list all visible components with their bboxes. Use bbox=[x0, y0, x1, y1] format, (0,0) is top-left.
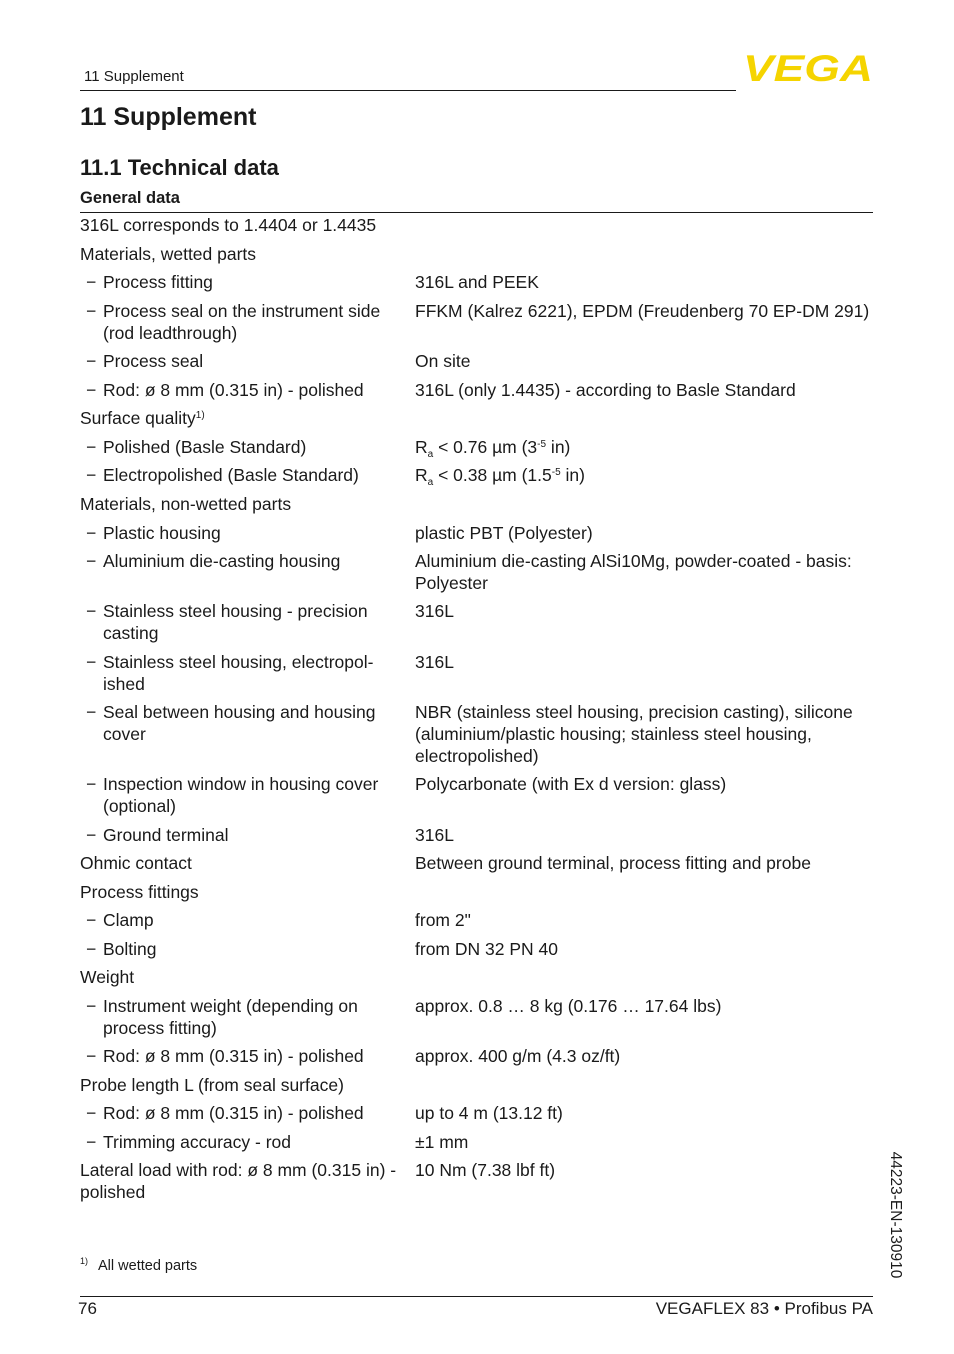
list-dash: − bbox=[86, 774, 97, 794]
row-label-text: Probe length L (from seal surface) bbox=[80, 1075, 344, 1095]
footnote-mark: 1) bbox=[80, 1256, 89, 1266]
table-top-rule bbox=[80, 212, 873, 213]
row-label-text: Process seal on the instrument side (rod leadthrough) bbox=[103, 301, 381, 343]
list-dash: − bbox=[86, 380, 97, 400]
row-label bbox=[86, 436, 399, 458]
row-label bbox=[86, 464, 399, 486]
row-label bbox=[86, 995, 399, 1039]
product-name: VEGAFLEX 83 • Profibus PA bbox=[655, 1299, 873, 1318]
row-value: ±1 mm bbox=[415, 1132, 469, 1152]
row-value: 316L bbox=[415, 601, 454, 621]
row-label bbox=[80, 1159, 405, 1203]
row-value bbox=[415, 436, 873, 458]
list-dash: − bbox=[86, 465, 97, 485]
row-label bbox=[80, 1074, 405, 1096]
row-label bbox=[80, 881, 405, 903]
roughness-unit: in) bbox=[546, 437, 571, 457]
list-dash: − bbox=[86, 1046, 97, 1066]
row-value: 316L bbox=[415, 825, 454, 845]
row-label-text: Bolting bbox=[103, 939, 157, 959]
row-label-text: Stainless steel housing, electropol-ished bbox=[103, 652, 374, 694]
row-label-text: Lateral load with rod: ø 8 mm (0.315 in) - polished bbox=[80, 1160, 397, 1202]
roughness-value: < 0.76 µm (3 bbox=[433, 437, 538, 457]
list-dash: − bbox=[86, 551, 97, 571]
list-dash: − bbox=[86, 1103, 97, 1123]
document-code-text: 44223-EN-130910 bbox=[887, 1151, 904, 1279]
roughness-value: < 0.38 µm (1.5 bbox=[433, 465, 552, 485]
footnote-text: All wetted parts bbox=[98, 1258, 198, 1274]
row-label-text: Aluminium die-casting housing bbox=[103, 551, 341, 571]
row-value: from DN 32 PN 40 bbox=[415, 939, 558, 959]
row-value: NBR (stainless steel housing, precision casting), silicone (aluminium/plastic housing; stainless steel housing, electropolished) bbox=[415, 702, 853, 766]
row-label bbox=[86, 300, 399, 344]
row-value: approx. 0.8 … 8 kg (0.176 … 17.64 lbs) bbox=[415, 996, 722, 1016]
row-value: On site bbox=[415, 351, 471, 371]
page-number: 76 bbox=[78, 1299, 97, 1318]
list-dash: − bbox=[86, 301, 97, 321]
row-label bbox=[86, 909, 399, 931]
row-label bbox=[80, 407, 405, 429]
list-dash: − bbox=[86, 272, 97, 292]
roughness-symbol: R bbox=[415, 465, 428, 485]
row-label-text: Process fitting bbox=[103, 272, 213, 292]
list-dash: − bbox=[86, 939, 97, 959]
row-value: up to 4 m (13.12 ft) bbox=[415, 1103, 563, 1123]
row-label-text: Materials, non-wetted parts bbox=[80, 494, 292, 514]
row-label-text: Process seal bbox=[103, 351, 204, 371]
list-dash: − bbox=[86, 437, 97, 457]
row-label-text: Seal between housing and housing cover bbox=[103, 702, 376, 744]
list-dash: − bbox=[86, 825, 97, 845]
row-value: 316L and PEEK bbox=[415, 272, 539, 292]
row-label-text: Clamp bbox=[103, 910, 154, 930]
row-value: 316L bbox=[415, 652, 454, 672]
row-label bbox=[86, 522, 399, 544]
row-label bbox=[86, 271, 399, 293]
header-rule bbox=[80, 90, 736, 91]
row-label bbox=[86, 350, 399, 372]
row-value: FFKM (Kalrez 6221), EPDM (Freudenberg 70 EP-DM 291) bbox=[415, 301, 870, 321]
row-label bbox=[86, 1102, 399, 1124]
row-label bbox=[86, 1045, 399, 1067]
row-value: Polycarbonate (with Ex d version: glass) bbox=[415, 774, 727, 794]
roughness-subscript: a bbox=[427, 477, 434, 488]
row-label-text: Plastic housing bbox=[103, 523, 221, 543]
row-label bbox=[86, 651, 399, 695]
document-code bbox=[880, 1140, 910, 1290]
row-value: Aluminium die-casting AlSi10Mg, powder-coated - basis: Polyester bbox=[415, 551, 852, 593]
row-value: Between ground terminal, process fitting and probe bbox=[415, 853, 811, 873]
row-label bbox=[80, 493, 405, 515]
footer-rule bbox=[80, 1296, 873, 1297]
section-title: 11.1 Technical data bbox=[80, 155, 279, 180]
roughness-unit: in) bbox=[560, 465, 585, 485]
row-label-text: Rod: ø 8 mm (0.315 in) - polished bbox=[103, 1103, 364, 1123]
footnote bbox=[80, 1256, 197, 1274]
list-dash: − bbox=[86, 702, 97, 722]
row-value: 10 Nm (7.38 lbf ft) bbox=[415, 1160, 556, 1180]
row-value: plastic PBT (Polyester) bbox=[415, 523, 593, 543]
footnote-ref: 1) bbox=[195, 410, 205, 421]
list-dash: − bbox=[86, 523, 97, 543]
list-dash: − bbox=[86, 910, 97, 930]
vega-logo bbox=[742, 50, 874, 84]
row-value: 316L (only 1.4435) - according to Basle Standard bbox=[415, 380, 796, 400]
row-label-text: Ohmic contact bbox=[80, 853, 192, 873]
row-label bbox=[86, 701, 399, 745]
roughness-symbol: R bbox=[415, 437, 428, 457]
row-label-text: Rod: ø 8 mm (0.315 in) - polished bbox=[103, 1046, 364, 1066]
row-label-text: Rod: ø 8 mm (0.315 in) - polished bbox=[103, 380, 364, 400]
subsection-title: General data bbox=[80, 189, 180, 207]
row-label-text: Inspection window in housing cover (optional) bbox=[103, 774, 379, 816]
row-label-text: Process fittings bbox=[80, 882, 199, 902]
row-value bbox=[415, 464, 873, 486]
chapter-title: 11 Supplement bbox=[80, 103, 257, 131]
row-label bbox=[86, 773, 399, 817]
row-label-text: Weight bbox=[80, 967, 135, 987]
row-label bbox=[86, 550, 399, 572]
row-label bbox=[86, 379, 399, 401]
running-header: 11 Supplement bbox=[84, 68, 184, 85]
row-label-text: Trimming accuracy - rod bbox=[103, 1132, 291, 1152]
roughness-subscript: a bbox=[427, 449, 434, 460]
row-label bbox=[86, 824, 399, 846]
row-label-text: Electropolished (Basle Standard) bbox=[103, 465, 359, 485]
list-dash: − bbox=[86, 652, 97, 672]
row-label-text: Surface quality bbox=[80, 408, 196, 428]
list-dash: − bbox=[86, 996, 97, 1016]
roughness-exponent: -5 bbox=[537, 439, 547, 450]
row-label-text: Stainless steel housing - precision casting bbox=[103, 601, 368, 643]
row-label bbox=[86, 1131, 399, 1153]
row-value: from 2" bbox=[415, 910, 471, 930]
row-label bbox=[86, 600, 399, 644]
roughness-exponent: -5 bbox=[551, 467, 561, 478]
row-label-text: 316L corresponds to 1.4404 or 1.4435 bbox=[80, 215, 377, 235]
row-label bbox=[80, 243, 405, 265]
row-label bbox=[80, 214, 405, 236]
row-label-text: Instrument weight (depending on process fitting) bbox=[103, 996, 358, 1038]
list-dash: − bbox=[86, 601, 97, 621]
row-label-text: Ground terminal bbox=[103, 825, 229, 845]
list-dash: − bbox=[86, 1132, 97, 1152]
row-value: approx. 400 g/m (4.3 oz/ft) bbox=[415, 1046, 621, 1066]
row-label-text: Materials, wetted parts bbox=[80, 244, 257, 264]
row-label bbox=[80, 852, 405, 874]
svg-text:VEGA: VEGA bbox=[743, 50, 873, 84]
row-label bbox=[86, 938, 399, 960]
row-label-text: Polished (Basle Standard) bbox=[103, 437, 307, 457]
list-dash: − bbox=[86, 351, 97, 371]
row-label bbox=[80, 966, 405, 988]
